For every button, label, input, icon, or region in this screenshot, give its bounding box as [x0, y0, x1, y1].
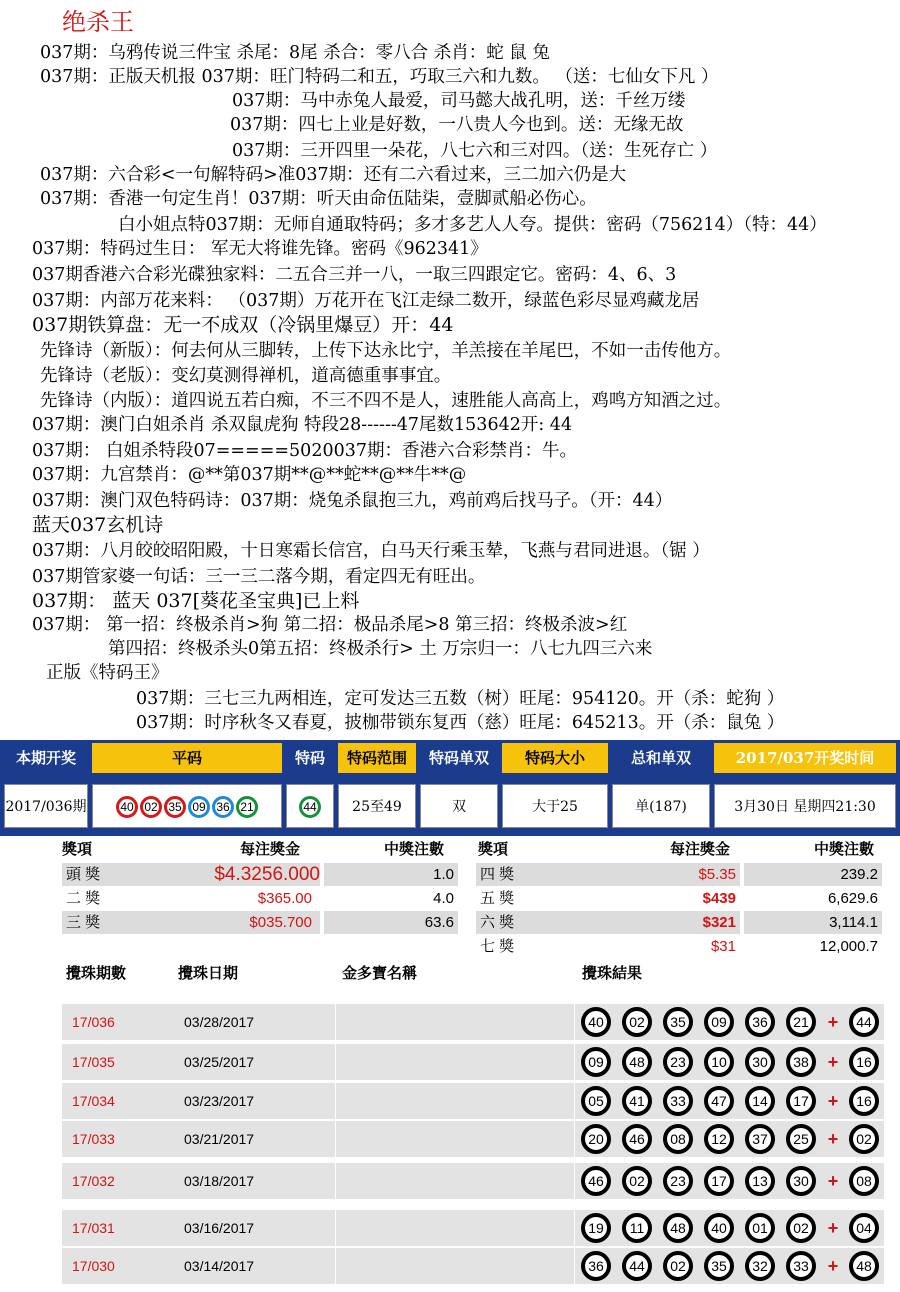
draw-header: 平码 — [92, 743, 282, 773]
plus-icon: + — [827, 1090, 839, 1111]
lottery-ball: 02 — [663, 1251, 693, 1281]
draw-big-small: 大于25 — [502, 784, 608, 828]
prize-header: 中獎注數 — [814, 841, 875, 858]
result-row — [62, 1163, 884, 1199]
results-header: 攪珠期數 — [66, 964, 127, 982]
text-line: 先锋诗（老版）：变幻莫测得禅机，道高德重事事宜。 — [40, 366, 452, 386]
result-balls — [581, 1213, 890, 1243]
result-balls — [581, 1124, 890, 1154]
prize-name: 四 獎 — [476, 863, 740, 886]
column-divider — [574, 1004, 575, 1040]
column-divider — [335, 1163, 336, 1199]
prize-table-right — [476, 838, 886, 958]
draw-table — [0, 740, 900, 836]
prize-count: 239.2 — [744, 863, 882, 886]
column-divider — [574, 1248, 575, 1284]
column-divider — [335, 1210, 336, 1246]
prize-header: 每注獎金 — [670, 841, 731, 858]
prize-count: 12,000.7 — [819, 938, 878, 955]
results-header: 金多寶名稱 — [342, 964, 418, 982]
result-date: 03/23/2017 — [184, 1093, 255, 1109]
plus-icon: + — [827, 1217, 839, 1238]
lottery-ball: 37 — [745, 1124, 775, 1154]
lottery-ball: 17 — [704, 1166, 734, 1196]
prize-amount: $4.3256.000 — [140, 863, 320, 886]
plus-icon: + — [827, 1170, 839, 1191]
text-line: 先锋诗（内版）：道四说五若白痴，不三不四不是人，速胜能人高高上，鸡鸣方知酒之过。 — [40, 391, 732, 411]
prize-header: 獎項 — [478, 841, 509, 858]
special-ball: 08 — [849, 1166, 879, 1196]
draw-regular-balls — [92, 784, 282, 828]
prize-count: 63.6 — [324, 911, 458, 934]
lottery-ball: 25 — [786, 1124, 816, 1154]
text-line: 037期：八月皎皎昭阳殿，十日寒霜长信宫，白马天行乘玉辇，飞燕与君同进退。（锯 ） — [32, 541, 710, 561]
text-line: 037期：马中赤兔人最爱，司马懿大战孔明，送：千丝万缕 — [232, 91, 686, 111]
special-ball: 16 — [849, 1047, 879, 1077]
lottery-ball: 21 — [786, 1007, 816, 1037]
special-ball: 44 — [299, 796, 321, 818]
lottery-ball: 47 — [704, 1086, 734, 1116]
prize-header: 中獎注數 — [384, 841, 445, 858]
results-header: 攪珠結果 — [582, 964, 643, 982]
text-line: 037期：三七三九两相连，定可发达三五数（树）旺尾：954120。开（杀：蛇狗 ） — [136, 689, 785, 709]
lottery-ball: 19 — [581, 1213, 611, 1243]
plus-icon: + — [827, 1011, 839, 1032]
result-row — [62, 1004, 884, 1040]
lottery-ball: 30 — [786, 1166, 816, 1196]
lottery-ball: 13 — [745, 1166, 775, 1196]
result-issue: 17/036 — [72, 1014, 115, 1030]
result-issue: 17/031 — [72, 1220, 115, 1236]
column-divider — [335, 1248, 336, 1284]
draw-header: 特码 — [286, 743, 334, 773]
column-divider — [335, 1121, 336, 1157]
lottery-ball: 36 — [745, 1007, 775, 1037]
draw-header: 总和单双 — [612, 743, 710, 773]
lottery-ball: 36 — [212, 796, 234, 818]
lottery-ball: 46 — [622, 1124, 652, 1154]
draw-header: 特码大小 — [502, 743, 608, 773]
column-divider — [335, 1004, 336, 1040]
result-balls — [581, 1007, 890, 1037]
result-issue: 17/030 — [72, 1258, 115, 1274]
lottery-ball: 10 — [704, 1047, 734, 1077]
prize-name: 六 獎 — [476, 911, 740, 934]
lottery-ball: 30 — [745, 1047, 775, 1077]
text-line: 037期：三开四里一朵花，八七六和三对四。（送：生死存亡 ） — [232, 141, 718, 161]
text-line: 037期：特码过生日： 军无大将谁先锋。密码《962341》 — [32, 239, 488, 259]
column-divider — [335, 1083, 336, 1119]
prize-amount: $439 — [702, 890, 736, 907]
prize-table-left — [62, 838, 462, 948]
prize-count: 4.0 — [433, 890, 454, 907]
text-line: 037期：澳门白姐杀肖 杀双鼠虎狗 特段28------47尾数153642开: 44 — [32, 415, 573, 435]
prize-name: 五 獎 — [480, 890, 515, 907]
draw-odd-even: 双 — [420, 784, 498, 828]
lottery-ball: 23 — [663, 1047, 693, 1077]
prize-name: 頭 獎 — [62, 863, 140, 886]
result-issue: 17/034 — [72, 1093, 115, 1109]
draw-issue: 2017/036期 — [4, 784, 88, 828]
lottery-ball: 35 — [704, 1251, 734, 1281]
prize-amount: $321 — [702, 914, 736, 931]
result-row — [62, 1044, 884, 1080]
page-title: 绝杀王 — [62, 8, 134, 36]
text-line: 037期：内部万花来料： （037期）万花开在飞江走绿二数开，绿蓝色彩尽显鸡藏龙居 — [32, 291, 700, 311]
lottery-ball: 35 — [663, 1007, 693, 1037]
text-line: 037期：香港一句定生肖！037期：听天由命伍陆柒，壹脚贰船必伤心。 — [40, 189, 597, 209]
text-line: 正版《特码王》 — [46, 663, 169, 683]
lottery-ball: 09 — [704, 1007, 734, 1037]
text-line: 037期： 白姐杀特段07=====5020037期：香港六合彩禁肖：牛。 — [32, 441, 577, 461]
result-date: 03/18/2017 — [184, 1173, 255, 1189]
text-line: 037期管家婆一句话：三一三二落今期，看定四无有旺出。 — [32, 567, 486, 587]
plus-icon: + — [827, 1255, 839, 1276]
text-line: 037期：澳门双色特码诗：037期：烧兔杀鼠抱三九，鸡前鸡后找马子。（开：44） — [32, 491, 673, 511]
prize-count: 6,629.6 — [827, 890, 878, 907]
prize-header: 獎項 — [62, 841, 93, 858]
column-divider — [335, 1044, 336, 1080]
column-divider — [574, 1044, 575, 1080]
lottery-ball: 38 — [786, 1047, 816, 1077]
text-line: 白小姐点特037期：无师自通取特码；多才多艺人人夸。提供：密码（756214）（特：44） — [118, 215, 827, 235]
lottery-ball: 20 — [581, 1124, 611, 1154]
text-line: 037期：正版天机报 037期：旺门特码二和五，巧取三六和九数。 （送：七仙女下凡 ） — [40, 67, 719, 87]
column-divider — [574, 1163, 575, 1199]
text-line: 037期香港六合彩光碟独家料：二五合三并一八，一取三四跟定它。密码：4、6、3 — [32, 265, 677, 285]
prize-amount: $5.35 — [698, 866, 736, 883]
prize-name: 三 獎 — [62, 911, 140, 934]
lottery-ball: 11 — [622, 1213, 652, 1243]
draw-header: 本期开奖 — [4, 743, 88, 773]
lottery-ball: 40 — [116, 796, 138, 818]
draw-sum-odd-even: 单(187) — [612, 784, 710, 828]
draw-header: 特码范围 — [338, 743, 416, 773]
lottery-ball: 14 — [745, 1086, 775, 1116]
lottery-ball: 44 — [622, 1251, 652, 1281]
results-header: 攪珠日期 — [178, 964, 239, 982]
result-row — [62, 1083, 884, 1119]
text-line: 先锋诗（新版）：何去何从三脚转，上传下达永比宁，羊羔接在羊尾巴，不如一击传他方。 — [40, 341, 732, 361]
lottery-ball: 17 — [786, 1086, 816, 1116]
text-line: 037期：六合彩<一句解特码>准037期：还有二六看过来，三二加六仍是大 — [40, 165, 627, 185]
result-issue: 17/032 — [72, 1173, 115, 1189]
result-issue: 17/035 — [72, 1054, 115, 1070]
plus-icon: + — [827, 1051, 839, 1072]
lottery-ball: 48 — [663, 1213, 693, 1243]
column-divider — [574, 1210, 575, 1246]
lottery-ball: 41 — [622, 1086, 652, 1116]
draw-next-time: 3月30日 星期四21:30 — [714, 784, 896, 828]
result-balls — [581, 1166, 890, 1196]
result-balls — [581, 1251, 890, 1281]
lottery-ball: 02 — [140, 796, 162, 818]
column-divider — [574, 1083, 575, 1119]
plus-icon: + — [827, 1128, 839, 1149]
lottery-ball: 02 — [786, 1213, 816, 1243]
lottery-ball: 02 — [622, 1166, 652, 1196]
special-ball: 44 — [849, 1007, 879, 1037]
lottery-ball: 09 — [581, 1047, 611, 1077]
prize-count: 1.0 — [324, 863, 458, 886]
lottery-ball: 33 — [663, 1086, 693, 1116]
result-date: 03/28/2017 — [184, 1014, 255, 1030]
draw-header: 2017/037开奖时间 — [714, 743, 896, 773]
prize-amount: $365.00 — [257, 890, 312, 907]
text-line: 037期铁算盘：无一不成双（冷锅里爆豆）开：44 — [32, 314, 454, 336]
result-row — [62, 1210, 884, 1246]
text-line: 蓝天037玄机诗 — [32, 514, 164, 536]
lottery-ball: 08 — [663, 1124, 693, 1154]
text-line: 037期：九宫禁肖：@**第037期**@**蛇**@**牛**@ — [32, 465, 467, 485]
prize-name: 七 獎 — [480, 938, 515, 955]
lottery-ball: 46 — [581, 1166, 611, 1196]
lottery-ball: 01 — [745, 1213, 775, 1243]
lottery-ball: 09 — [188, 796, 210, 818]
lottery-ball: 48 — [622, 1047, 652, 1077]
result-date: 03/16/2017 — [184, 1220, 255, 1236]
lottery-ball: 36 — [581, 1251, 611, 1281]
result-issue: 17/033 — [72, 1131, 115, 1147]
lottery-ball: 23 — [663, 1166, 693, 1196]
lottery-ball: 32 — [745, 1251, 775, 1281]
lottery-ball: 40 — [581, 1007, 611, 1037]
text-line: 037期：乌鸦传说三件宝 杀尾：8尾 杀合：零八合 杀肖：蛇 鼠 兔 — [40, 43, 550, 63]
text-line: 037期： 蓝天 037[葵花圣宝典]已上料 — [32, 590, 360, 612]
text-line: 037期：时序秋冬又春夏，披枷带锁东复西（慈）旺尾：645213。开（杀：鼠兔 ） — [136, 713, 785, 733]
result-row — [62, 1248, 884, 1284]
result-balls — [581, 1047, 890, 1077]
result-balls — [581, 1086, 890, 1116]
result-row — [62, 1121, 884, 1157]
prize-count: 3,114.1 — [744, 911, 882, 934]
special-ball: 48 — [849, 1251, 879, 1281]
lottery-ball: 40 — [704, 1213, 734, 1243]
special-ball: 02 — [849, 1124, 879, 1154]
result-date: 03/25/2017 — [184, 1054, 255, 1070]
result-date: 03/14/2017 — [184, 1258, 255, 1274]
special-ball: 04 — [849, 1213, 879, 1243]
lottery-ball: 12 — [704, 1124, 734, 1154]
text-line: 037期： 第一招：终极杀肖>狗 第二招：极品杀尾>8 第三招：终极杀波>红 — [32, 615, 628, 635]
lottery-ball: 21 — [236, 796, 258, 818]
result-date: 03/21/2017 — [184, 1131, 255, 1147]
draw-header: 特码单双 — [420, 743, 498, 773]
text-line: 037期：四七上业是好数，一八贵人今也到。送：无缘无故 — [230, 115, 684, 135]
text-line: 第四招：终极杀头0第五招：终极杀行> 土 万宗归一：八七九四三六来 — [108, 639, 653, 659]
lottery-ball: 02 — [622, 1007, 652, 1037]
column-divider — [574, 1121, 575, 1157]
prize-name: 二 獎 — [66, 890, 101, 907]
lottery-ball: 05 — [581, 1086, 611, 1116]
special-ball: 16 — [849, 1086, 879, 1116]
lottery-ball: 35 — [164, 796, 186, 818]
prize-amount: $035.700 — [140, 911, 320, 934]
prize-amount: $31 — [710, 938, 736, 955]
lottery-ball: 33 — [786, 1251, 816, 1281]
prize-header: 每注獎金 — [240, 841, 301, 858]
draw-range: 25至49 — [338, 784, 416, 828]
draw-special-ball — [286, 784, 334, 828]
